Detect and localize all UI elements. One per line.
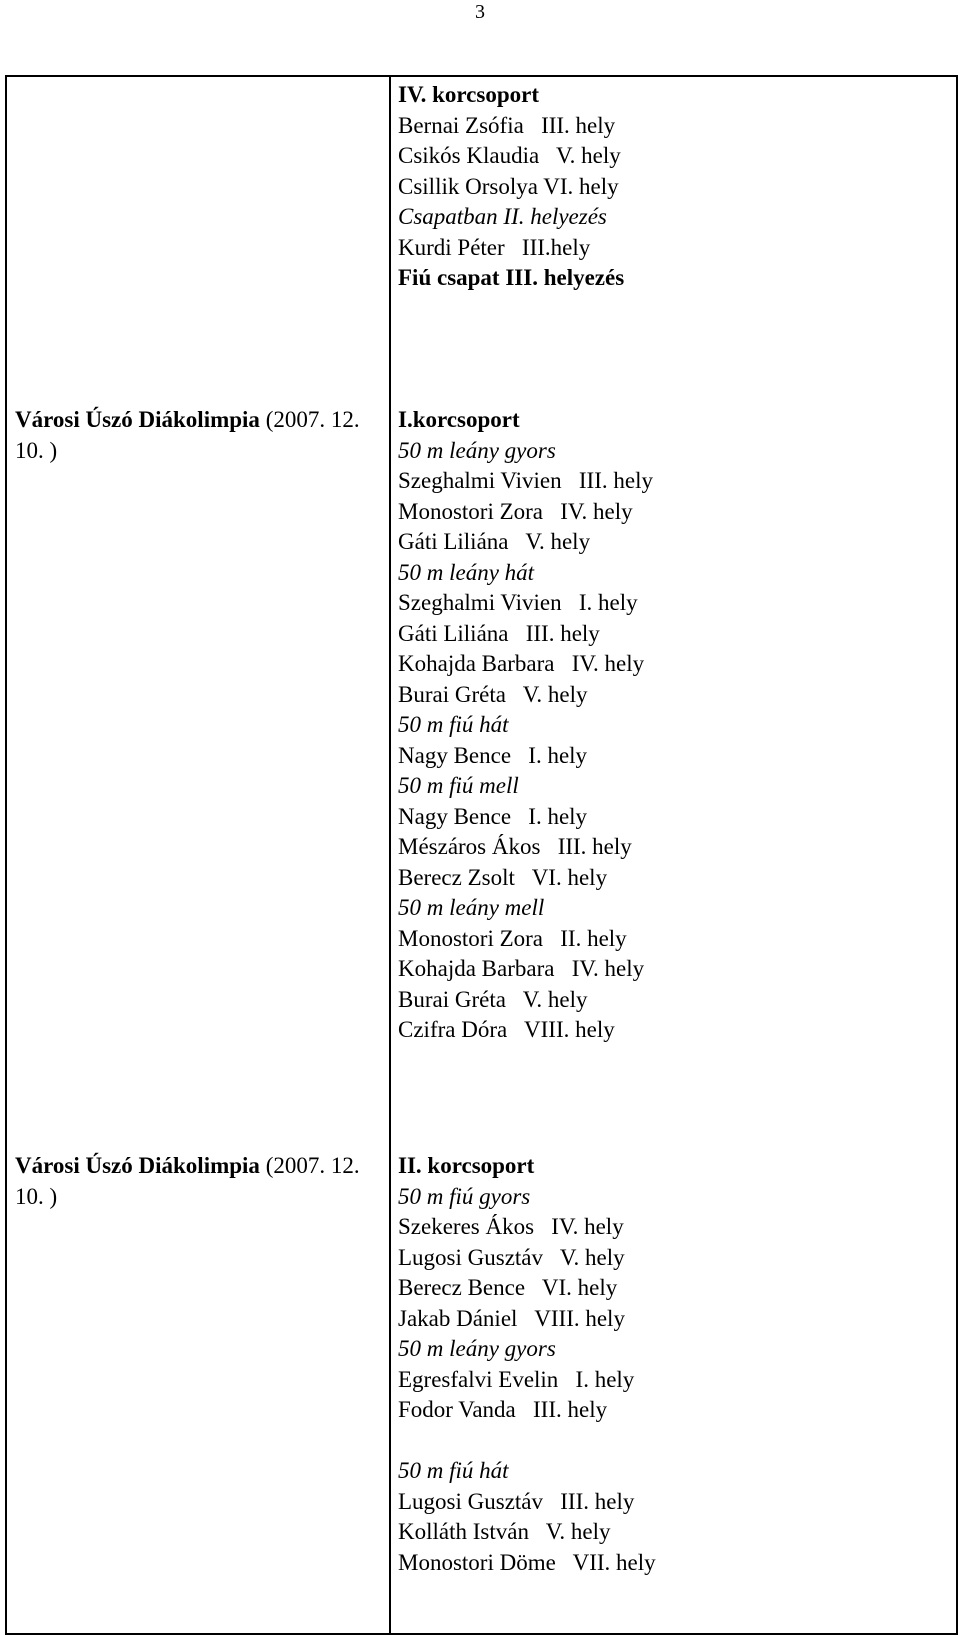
event-heading: 50 m leány gyors (398, 1336, 556, 1361)
result-line: Mészáros Ákos III. hely (398, 834, 632, 859)
result-line: Kolláth István V. hely (398, 1519, 611, 1544)
event-heading: Csapatban II. helyezés (398, 204, 607, 229)
result-line: Kohajda Barbara IV. hely (398, 651, 645, 676)
event-heading: 50 m leány hát (398, 559, 535, 585)
event-heading: 50 m leány mell (398, 895, 545, 920)
result-line: Gáti Liliána III. hely (398, 620, 600, 646)
event-heading: 50 m leány gyors (398, 437, 556, 463)
category-heading: I.korcsoport (398, 407, 520, 432)
event-heading: 50 m fiú mell (398, 773, 519, 798)
section-2-results (398, 405, 948, 1046)
results-table (5, 75, 958, 1635)
result-line: Monostori Döme VII. hely (398, 1549, 656, 1575)
result-line: Berecz Bence VI. hely (398, 1275, 618, 1300)
result-line: Burai Gréta V. hely (398, 681, 588, 707)
result-line: Gáti Liliána V. hely (398, 529, 591, 554)
result-line: Monostori Zora II. hely (398, 925, 627, 951)
result-line: Szekeres Ákos IV. hely (398, 1214, 624, 1239)
result-line: Fodor Vanda III. hely (398, 1397, 608, 1422)
blank-line (398, 1426, 948, 1457)
result-line: Bernai Zsófia III. hely (398, 112, 616, 138)
result-line: Nagy Bence I. hely (398, 803, 588, 829)
category-heading: Fiú csapat III. helyezés (398, 265, 625, 290)
page-number: 3 (475, 1, 485, 23)
section-2-event-title (15, 405, 375, 466)
category-heading: IV. korcsoport (398, 82, 539, 107)
result-line: Lugosi Gusztáv III. hely (398, 1488, 635, 1514)
result-line: Csikós Klaudia V. hely (398, 143, 621, 168)
result-line: Nagy Bence I. hely (398, 742, 588, 768)
result-line: Jakab Dániel VIII. hely (398, 1305, 625, 1331)
result-line: Szeghalmi Vivien III. hely (398, 468, 653, 493)
event-date: (2007. 12. 10. ) (15, 407, 360, 463)
event-heading: 50 m fiú gyors (398, 1183, 531, 1209)
result-line: Szeghalmi Vivien I. hely (398, 590, 638, 615)
result-line: Csillik Orsolya VI. hely (398, 173, 619, 199)
event-heading: 50 m fiú hát (398, 1458, 509, 1483)
section-3-event-title (15, 1151, 375, 1212)
column-divider (389, 77, 391, 1633)
result-line: Egresfalvi Evelin I. hely (398, 1366, 635, 1392)
event-name: Városi Úszó Diákolimpia (15, 1153, 260, 1178)
result-line: Kohajda Barbara IV. hely (398, 956, 645, 981)
event-name: Városi Úszó Diákolimpia (15, 407, 260, 432)
result-line: Burai Gréta V. hely (398, 986, 588, 1012)
event-date: (2007. 12. 10. ) (15, 1153, 360, 1209)
result-line: Czifra Dóra VIII. hely (398, 1017, 615, 1042)
result-line: Monostori Zora IV. hely (398, 498, 633, 524)
result-line: Lugosi Gusztáv V. hely (398, 1244, 625, 1270)
result-line: Kurdi Péter III.hely (398, 234, 591, 260)
category-heading: II. korcsoport (398, 1153, 535, 1178)
section-1-results (398, 80, 948, 294)
event-heading: 50 m fiú hát (398, 712, 509, 737)
result-line: Berecz Zsolt VI. hely (398, 864, 608, 890)
section-3-results (398, 1151, 948, 1578)
